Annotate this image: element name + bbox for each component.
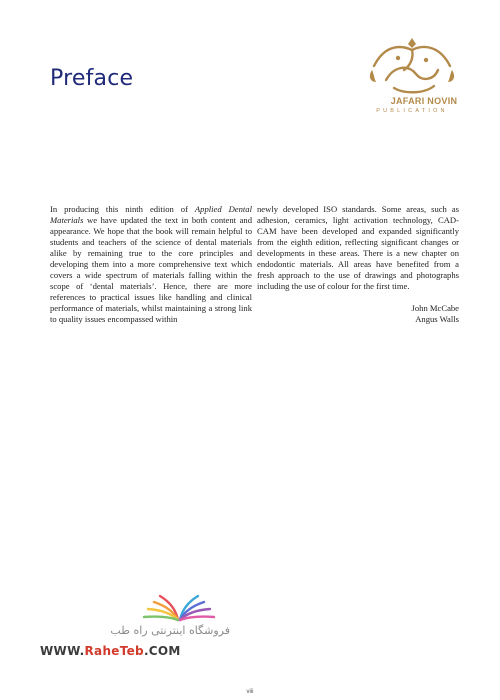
publisher-name: JAFARI NOVIN [390, 96, 458, 106]
page-title: Preface [50, 66, 134, 91]
open-book-icon [140, 592, 218, 622]
preface-paragraph [50, 204, 252, 324]
author-name: John McCabe [411, 302, 459, 313]
calligraphy-emblem-icon [364, 36, 460, 98]
preface-body-text: we have updated the text in both content and appearance. We hope that the book will remain helpful to students and teachers of the science of dental materials alike by remaining true to the core principles and developing them into a more comprehensive text which covers a wide spectrum of materials falling within the scope of ‘dental materials’. Hence, there are more references to practical issues like handling and clinical performance of materials, whilst maintaining a strong link to quality issues encompassed within [50, 214, 252, 324]
store-url-brand: RaheTeb [84, 644, 144, 658]
store-watermark [40, 592, 230, 672]
page-number: viii [246, 689, 254, 695]
book-title: Applied Dental Materials [50, 204, 252, 225]
publisher-subtitle: PUBLICATION [376, 108, 448, 114]
preface-left-column [50, 204, 252, 324]
preface-right-column [257, 204, 459, 325]
store-name-persian: فروشگاه اینترنتی راه طب [110, 624, 230, 637]
preface-intro-text: In producing this ninth edition of [50, 204, 195, 214]
preface-continuation: newly developed ISO standards. Some areas, such as adhesion, ceramics, light activation technology, CAD-CAM have been developed and expanded significantly from the eighth edition, reflecting significant changes or developments in these areas. There is a new chapter on endodontic materials. All areas have benefited from a fresh approach to the use of drawings and photographs including the use of colour for the first time. [257, 204, 459, 291]
publisher-logo [352, 36, 472, 122]
store-url: WWW.RaheTeb.COM [40, 644, 181, 658]
author-signatures [257, 303, 459, 325]
author-name: Angus Walls [415, 313, 459, 324]
